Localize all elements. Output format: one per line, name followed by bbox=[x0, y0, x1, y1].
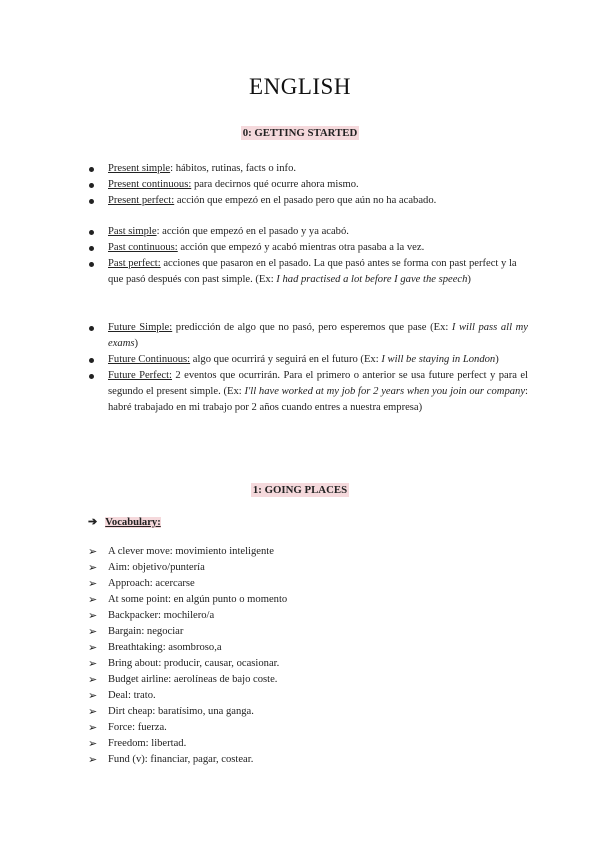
vocab-item bbox=[0, 592, 600, 608]
list-item bbox=[0, 161, 600, 177]
separator: : bbox=[156, 226, 163, 237]
tense-description-end: ) bbox=[134, 338, 139, 349]
vocab-entry: Budget airline: aerolíneas de bajo coste. bbox=[108, 674, 278, 685]
section-heading-getting-started bbox=[0, 126, 600, 140]
tense-description: algo que ocurrirá y seguirá en el futuro (Ex: bbox=[192, 354, 382, 365]
vocabulary-list bbox=[0, 544, 600, 768]
vocab-entry: Bargain: negociar bbox=[108, 626, 184, 637]
list-item bbox=[0, 352, 600, 368]
example-sentence: I will pass all my exams bbox=[108, 322, 528, 349]
arrowhead-icon: ➢ bbox=[88, 626, 98, 638]
arrowhead-icon: ➢ bbox=[88, 610, 98, 622]
tense-description-end: ) bbox=[467, 274, 471, 285]
arrowhead-icon: ➢ bbox=[88, 690, 98, 702]
arrowhead-icon: ➢ bbox=[88, 754, 98, 766]
vocab-entry: Bring about: producir, causar, ocasionar. bbox=[108, 658, 280, 669]
vocab-entry: Aim: objetivo/puntería bbox=[108, 562, 205, 573]
list-item bbox=[0, 177, 600, 193]
tense-description-end: ) bbox=[495, 354, 499, 365]
vocab-entry: At some point: en algún punto o momento bbox=[108, 594, 288, 605]
vocab-entry: Backpacker: mochilero/a bbox=[108, 610, 215, 621]
document-title: ENGLISH bbox=[249, 74, 351, 99]
example-sentence: I will be staying in London bbox=[381, 354, 496, 365]
vocab-item bbox=[0, 752, 600, 768]
section-heading-text: 1: GOING PLACES bbox=[252, 484, 348, 496]
arrowhead-icon: ➢ bbox=[88, 706, 98, 718]
vocab-entry: Dirt cheap: baratísimo, una ganga. bbox=[108, 706, 254, 717]
arrowhead-icon: ➢ bbox=[88, 594, 98, 606]
tense-description-end: : habré trabajado en mi trabajo por 2 años cuando entres a nuestra empresa) bbox=[108, 386, 528, 413]
vocab-entry: Approach: acercarse bbox=[108, 578, 195, 589]
tense-term: Past perfect: bbox=[108, 258, 161, 269]
vocab-entry: Fund (v): financiar, pagar, costear. bbox=[108, 754, 254, 765]
vocab-entry: Deal: trato. bbox=[108, 690, 156, 701]
bullet-icon bbox=[89, 326, 94, 331]
vocabulary-heading bbox=[88, 514, 161, 531]
arrowhead-icon: ➢ bbox=[88, 642, 98, 654]
section-heading-going-places bbox=[0, 483, 600, 497]
bullet-icon bbox=[89, 246, 94, 251]
arrowhead-icon: ➢ bbox=[88, 578, 98, 590]
tense-term: Future Continuous: bbox=[108, 354, 191, 365]
tense-term: Present simple bbox=[108, 163, 171, 174]
arrowhead-icon: ➢ bbox=[88, 674, 98, 686]
present-tenses-list bbox=[0, 161, 600, 209]
bullet-icon bbox=[89, 262, 94, 267]
vocabulary-label: Vocabulary: bbox=[105, 517, 161, 528]
vocab-item bbox=[0, 640, 600, 656]
bullet-icon bbox=[89, 167, 94, 172]
tense-description: acción que empezó y acabó mientras otra pasaba a la vez. bbox=[180, 242, 425, 253]
tense-term: Present continuous: bbox=[108, 179, 192, 190]
vocab-item bbox=[0, 608, 600, 624]
vocab-item bbox=[0, 736, 600, 752]
arrowhead-icon: ➢ bbox=[88, 562, 98, 574]
separator: : bbox=[170, 163, 176, 174]
list-item bbox=[0, 240, 600, 256]
example-sentence: I had practised a lot before I gave the speech bbox=[276, 274, 468, 285]
vocab-item bbox=[0, 560, 600, 576]
list-item bbox=[0, 320, 600, 352]
vocab-item bbox=[0, 624, 600, 640]
tense-description: 2 eventos que ocurrirán. Para el primero o anterior se usa future perfect y para el segundo el present simple. (Ex: bbox=[108, 370, 528, 397]
vocab-item bbox=[0, 688, 600, 704]
tense-description: acción que empezó en el pasado y ya acabó. bbox=[162, 226, 349, 237]
past-tenses-list bbox=[0, 224, 600, 288]
bullet-icon bbox=[89, 183, 94, 188]
arrowhead-icon: ➢ bbox=[88, 722, 98, 734]
list-item bbox=[0, 193, 600, 209]
tense-term: Past simple bbox=[108, 226, 157, 237]
vocab-entry: Freedom: libertad. bbox=[108, 738, 187, 749]
tense-description: predicción de algo que no pasó, pero esperemos que pase (Ex: bbox=[175, 322, 452, 333]
vocab-item bbox=[0, 704, 600, 720]
tense-term: Future Simple: bbox=[108, 322, 173, 333]
bullet-icon bbox=[89, 358, 94, 363]
vocab-item bbox=[0, 672, 600, 688]
bullet-icon bbox=[89, 199, 94, 204]
vocab-item bbox=[0, 544, 600, 560]
tense-description: hábitos, rutinas, facts o info. bbox=[175, 163, 297, 174]
tense-term: Future Perfect: bbox=[108, 370, 173, 381]
tense-description: acciones que pasaron en el pasado. La que pasó antes se forma con past perfect y la que pasó después con past simple. (Ex: bbox=[108, 258, 517, 285]
list-item bbox=[0, 224, 600, 240]
arrowhead-icon: ➢ bbox=[88, 738, 98, 750]
vocab-item bbox=[0, 720, 600, 736]
bullet-icon bbox=[89, 230, 94, 235]
vocab-entry: Breathtaking: asombroso,a bbox=[108, 642, 222, 653]
arrowhead-icon: ➢ bbox=[88, 658, 98, 670]
future-tenses-list bbox=[0, 320, 600, 416]
vocab-entry: A clever move: movimiento inteligente bbox=[108, 546, 274, 557]
vocab-entry: Force: fuerza. bbox=[108, 722, 167, 733]
tense-term: Present perfect: bbox=[108, 195, 175, 206]
vocab-item bbox=[0, 576, 600, 592]
tense-term: Past continuous: bbox=[108, 242, 178, 253]
arrow-icon: ➔ bbox=[88, 516, 98, 528]
section-heading-text: 0: GETTING STARTED bbox=[242, 127, 358, 139]
arrowhead-icon: ➢ bbox=[88, 546, 98, 558]
list-item bbox=[0, 256, 600, 288]
tense-description: acción que empezó en el pasado pero que aún no ha acabado. bbox=[176, 195, 437, 206]
example-sentence: I'll have worked at my job for 2 years when you join our company bbox=[244, 386, 526, 397]
list-item bbox=[0, 368, 600, 416]
bullet-icon bbox=[89, 374, 94, 379]
vocab-item bbox=[0, 656, 600, 672]
tense-description: para decirnos qué ocurre ahora mismo. bbox=[193, 179, 359, 190]
